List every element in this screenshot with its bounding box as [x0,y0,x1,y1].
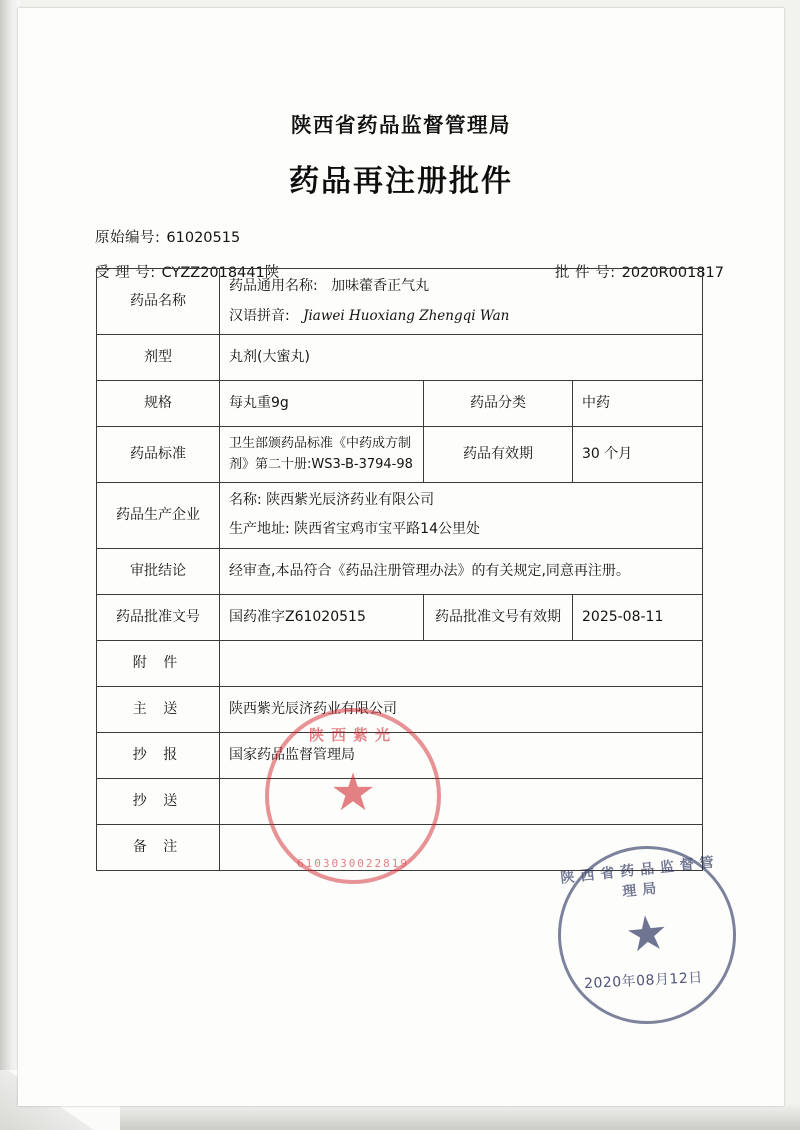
cell-main-send-value: 陕西紫光辰济药业有限公司 [220,687,703,733]
table-row-spec [97,381,703,427]
table-row-copy-send [97,779,703,825]
page-edge-shadow-bottom [0,1104,800,1130]
cell-drug-name-label: 药品名称 [97,269,220,335]
paper-sheet [18,8,784,1106]
cell-remark-value [220,825,703,871]
table-row-dosage-form [97,335,703,381]
cell-copy-send-value [220,779,703,825]
original-no-value: 61020515 [166,230,241,246]
cell-approval-doc-label: 药品批准文号 [97,595,220,641]
star-icon: ★ [622,905,672,964]
star-icon: ★ [329,763,377,822]
cell-conclusion-value: 经审查,本品符合《药品注册管理办法》的有关规定,同意再注册。 [220,549,703,595]
approval-no-value: 2020R001817 [621,265,724,281]
cell-category-value: 中药 [573,381,703,427]
accept-no-value: CYZZ2018441陕 [161,265,280,281]
pinyin-line [229,306,693,328]
manufacturer-addr-line [229,519,693,541]
cell-dosage-form-label: 剂型 [97,335,220,381]
cell-attachment-value [220,641,703,687]
manufacturer-addr-value: 陕西省宝鸡市宝平路14公里处 [294,521,480,538]
cell-remark-label: 备 注 [97,825,220,871]
generic-name-label: 药品通用名称: [229,278,318,294]
page-title: 药品再注册批件 [289,164,513,199]
pinyin-value: Jiawei Huoxiang Zhengqi Wan [303,307,510,324]
table-row-standard [97,427,703,482]
registration-details-table [96,268,703,871]
cell-manufacturer-value [220,482,703,548]
cell-main-send-label: 主 送 [97,687,220,733]
manufacturer-name-value: 陕西紫光辰济药业有限公司 [266,491,435,508]
cell-category-label: 药品分类 [424,381,573,427]
cell-spec-label: 规格 [97,381,220,427]
page-edge-shadow-left [0,0,20,1130]
table-row-main-send [97,687,703,733]
generic-name-value: 加味藿香正气丸 [331,278,430,294]
red-seal-code-text: 6103030022819 [296,857,410,870]
cell-drug-name-value [220,269,703,335]
table-row-copy-report [97,733,703,779]
cell-copy-send-label: 抄 送 [97,779,220,825]
cell-standard-label: 药品标准 [97,427,220,482]
cell-manufacturer-label: 药品生产企业 [97,482,220,548]
blue-seal-ring-text: 陕西省药品监督管理局 [559,853,721,900]
cell-dosage-form-value: 丸剂(大蜜丸) [220,335,703,381]
cell-copy-report-label: 抄 报 [97,733,220,779]
table-row-remark [97,825,703,871]
cell-approval-doc-validity-value: 2025-08-11 [573,595,703,641]
meta-row-original-no [95,226,724,247]
table-row-drug-name [97,269,703,335]
generic-name-line [229,276,693,298]
cell-approval-doc-value: 国药准字Z61020515 [220,595,424,641]
table-row-approval-doc [97,595,703,641]
manufacturer-addr-label: 生产地址: [229,521,290,538]
pinyin-label: 汉语拼音: [229,307,290,324]
accept-no-label: 受 理 号: [95,265,156,281]
cell-validity-label: 药品有效期 [424,427,573,482]
cell-approval-doc-validity-label: 药品批准文号有效期 [424,595,573,641]
approval-no-label: 批 件 号: [555,265,616,281]
cell-attachment-label: 附 件 [97,641,220,687]
table-row-conclusion [97,549,703,595]
table-row-attachment [97,641,703,687]
manufacturer-name-line [229,490,693,512]
document-body [18,8,784,1106]
cell-spec-value: 每丸重9g [220,381,424,427]
issuing-authority-title: 陕西省药品监督管理局 [291,113,511,137]
red-seal-top-text: 陕西紫光 [308,726,397,744]
cell-copy-report-value: 国家药品监督管理局 [220,733,703,779]
manufacturer-name-label: 名称: [229,491,262,508]
cell-conclusion-label: 审批结论 [97,549,220,595]
cell-standard-value: 卫生部颁药品标准《中药成方制剂》第二十册:WS3-B-3794-98 [220,427,424,482]
cell-validity-value: 30 个月 [573,427,703,482]
table-row-manufacturer [97,482,703,548]
seal-date-text: 2020年08月12日 [583,969,704,993]
original-no-label: 原始编号: [95,230,161,246]
